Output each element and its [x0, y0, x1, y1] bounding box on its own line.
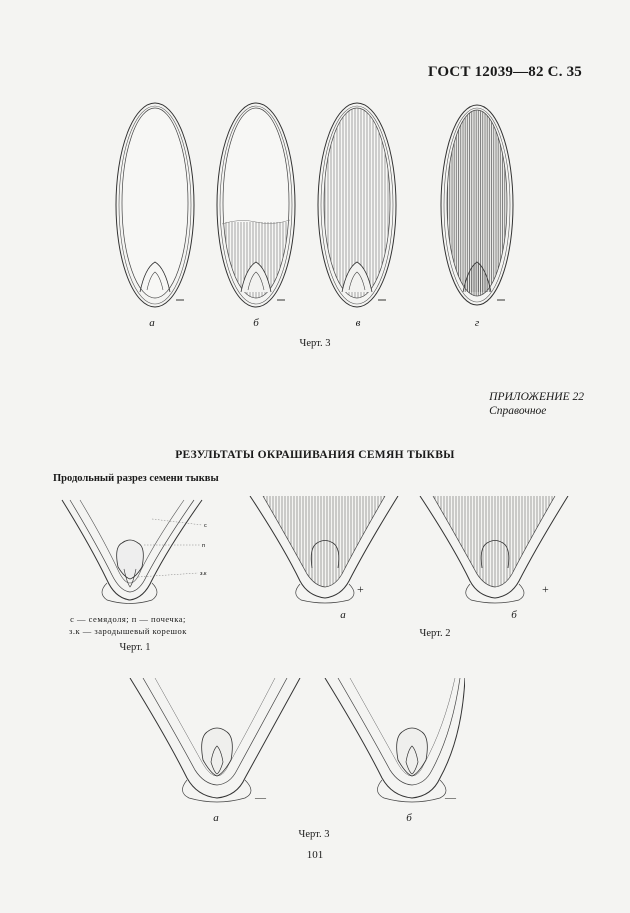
section-3a [130, 678, 300, 802]
callout-c: с [204, 523, 207, 529]
seed-section-figure-1 [52, 495, 222, 615]
appendix-title: ПРИЛОЖЕНИЕ 22 [489, 391, 584, 403]
sign-2a: + [357, 582, 364, 596]
section-title: РЕЗУЛЬТАТЫ ОКРАШИВАНИЯ СЕМЯН ТЫКВЫ [175, 449, 455, 461]
section-3b [325, 678, 465, 802]
seed-b [217, 103, 295, 307]
seed-a [116, 103, 194, 307]
sign-3b: — [445, 792, 456, 804]
seed-section-figure-3 [125, 678, 465, 808]
fig3-label-a: а [213, 812, 219, 824]
figure1-legend [48, 613, 208, 637]
fig3-label-b: б [406, 812, 412, 824]
legend-line-2: з.к — зародышевый корешок [69, 626, 187, 636]
standard-header: ГОСТ 12039—82 С. 35 [428, 64, 582, 80]
seed-label-b: б [253, 317, 259, 329]
legend-line-1: с — семядоля; п — почечка; [70, 614, 186, 624]
section-2a [245, 496, 405, 603]
seed-label-a: а [149, 317, 155, 329]
callout-zk: з.к [200, 571, 207, 577]
seed-label-g: г [474, 317, 480, 329]
subsection-title: Продольный разрез семени тыквы [53, 473, 219, 484]
fig2-label-a: а [340, 609, 346, 621]
sign-2b: + [542, 582, 549, 596]
seed-staining-figure [0, 0, 630, 320]
figure3-caption: Черт. 3 [298, 829, 330, 840]
seed-g [441, 105, 513, 305]
appendix-heading [489, 390, 584, 418]
callout-p: п [202, 543, 205, 549]
fig2-label-b: б [511, 609, 517, 621]
sign-3a: — [255, 792, 266, 804]
top-figure-caption: Черт. 3 [299, 338, 331, 349]
appendix-subtitle: Справочное [489, 405, 547, 417]
section-2b [415, 496, 575, 603]
seed-section-figure-2 [245, 496, 575, 606]
page-number: 101 [306, 849, 324, 861]
figure1-caption: Черт. 1 [119, 642, 151, 653]
seed-label-v: в [355, 317, 361, 329]
seed-v [318, 100, 396, 307]
figure2-caption: Черт. 2 [419, 628, 451, 639]
